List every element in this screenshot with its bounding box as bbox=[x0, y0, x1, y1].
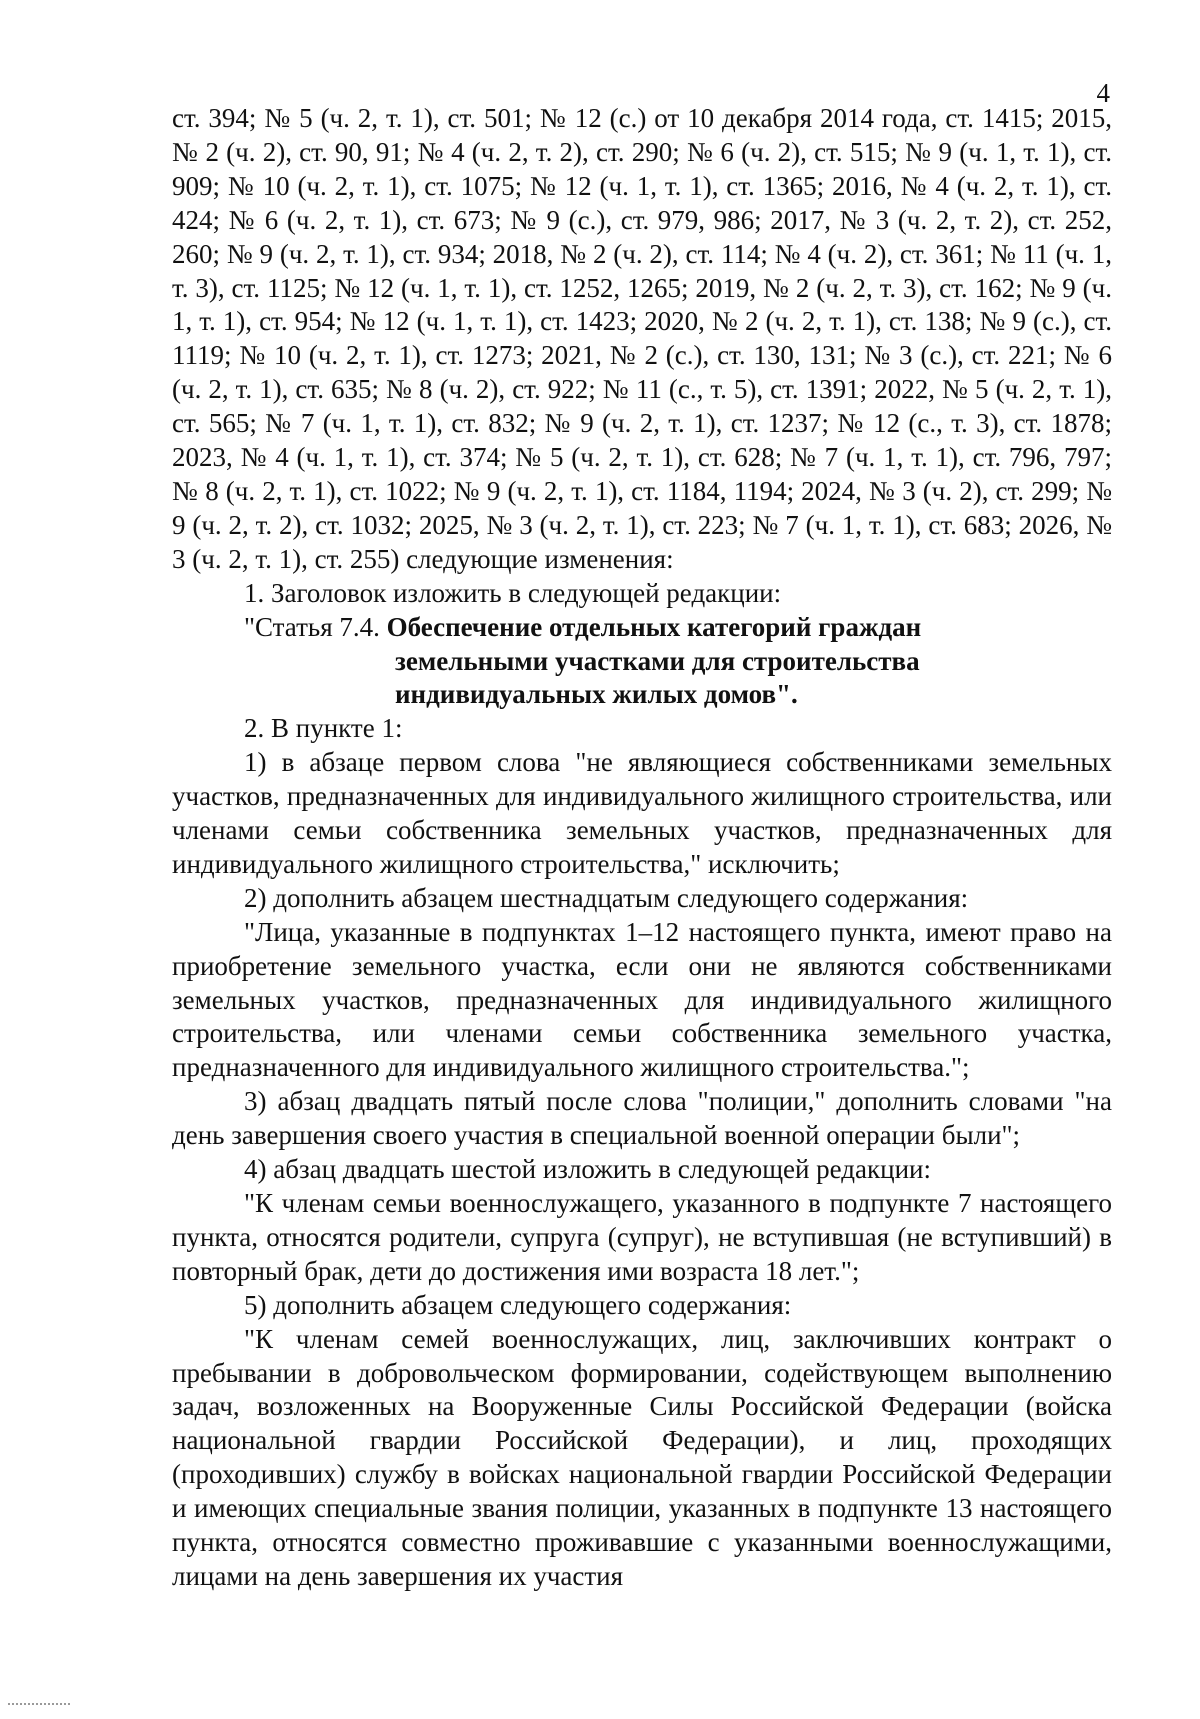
subitem-4: 4) абзац двадцать шестой изложить в следующей редакции: bbox=[244, 1154, 931, 1185]
subitem-3: 3) абзац двадцать пятый после слова "полиции," дополнить словами "на день завершения своего участия в специальной военной операции были"; bbox=[172, 1086, 1112, 1151]
subitem-2-quote: "Лица, указанные в подпунктах 1–12 настоящего пункта, имеют право на приобретение земельного участка, если они не являются собственниками земельных участков, предназначенных для индивидуального жилищного строительства, или членами семьи собственника земельного участка, предназначенного для индивидуального жилищного строительства."; bbox=[172, 916, 1112, 1083]
article-heading-prefix: "Статья 7.4. bbox=[244, 611, 387, 642]
article-heading-title-2: земельными участками для строительства bbox=[395, 645, 920, 676]
scan-artifact bbox=[8, 1703, 70, 1711]
article-heading-suffix: ". bbox=[776, 679, 798, 710]
subitem-4-quote: "К членам семьи военнослужащего, указанного в подпункте 7 настоящего пункта, относятся родители, супруга (супруг), не вступившая (не вступивший) в повторный брак, дети до достижения ими возраста 18 лет."; bbox=[172, 1188, 1112, 1286]
article-heading bbox=[172, 611, 1112, 713]
subitem-2: 2) дополнить абзацем шестнадцатым следующего содержания: bbox=[244, 882, 969, 913]
article-heading-line-3 bbox=[172, 678, 1112, 712]
subitem-5: 5) дополнить абзацем следующего содержания: bbox=[244, 1289, 792, 1320]
intro-paragraph: ст. 394; № 5 (ч. 2, т. 1), ст. 501; № 12 (с.) от 10 декабря 2014 года, ст. 1415; 2015, № 2 (ч. 2), ст. 90, 91; № 4 (ч. 2, т. 2), ст. 290; № 6 (ч. 2), ст. 515; № 9 (ч. 1, т. 1), ст. 909; № 10 (ч. 2, т. 1), ст. 1075; № 12 (ч. 1, т. 1), ст. 1365; 2016, № 4 (ч. 2, т. 1), ст. 424; № 6 (ч. 2, т. 1), ст. 673; № 9 (с.), ст. 979, 986; 2017, № 3 (ч. 2, т. 2), ст. 252, 260; № 9 (ч. 2, т. 1), ст. 934; 2018, № 2 (ч. 2), ст. 114; № 4 (ч. 2), ст. 361; № 11 (ч. 1, т. 3), ст. 1125; № 12 (ч. 1, т. 1), ст. 1252, 1265; 2019, № 2 (ч. 2, т. 3), ст. 162; № 9 (ч. 1, т. 1), ст. 954; № 12 (ч. 1, т. 1), ст. 1423; 2020, № 2 (ч. 2, т. 1), ст. 138; № 9 (с.), ст. 1119; № 10 (ч. 2, т. 1), ст. 1273; 2021, № 2 (с.), ст. 130, 131; № 3 (с.), ст. 221; № 6 (ч. 2, т. 1), ст. 635; № 8 (ч. 2), ст. 922; № 11 (с., т. 5), ст. 1391; 2022, № 5 (ч. 2, т. 1), ст. 565; № 7 (ч. 1, т. 1), ст. 832; № 9 (ч. 2, т. 1), ст. 1237; № 12 (с., т. 3), ст. 1878; 2023, № 4 (ч. 1, т. 1), ст. 374; № 5 (ч. 2, т. 1), ст. 628; № 7 (ч. 1, т. 1), ст. 796, 797; № 8 (ч. 2, т. 1), ст. 1022; № 9 (ч. 2, т. 1), ст. 1184, 1194; 2024, № 3 (ч. 2), ст. 299; № 9 (ч. 2, т. 2), ст. 1032; 2025, № 3 (ч. 2, т. 1), ст. 223; № 7 (ч. 1, т. 1), ст. 683; 2026, № 3 (ч. 2, т. 1), ст. 255) следующие изменения: bbox=[172, 103, 1112, 574]
article-heading-line-1 bbox=[172, 611, 1112, 645]
page-number: 4 bbox=[1096, 78, 1110, 108]
item-2: 2. В пункте 1: bbox=[244, 713, 403, 744]
article-heading-title-1: Обеспечение отдельных категорий граждан bbox=[386, 611, 922, 642]
article-heading-title-3: индивидуальных жилых домов bbox=[395, 679, 777, 710]
subitem-5-quote: "К членам семей военнослужащих, лиц, заключивших контракт о пребывании в добровольческом формировании, содействующем выполнению задач, возложенных на Вооруженные Силы Российской Федерации (войска национальной гвардии Российской Федерации), и лиц, проходящих (проходивших) службу в войсках национальной гвардии Российской Федерации и имеющих специальные звания полиции, указанных в подпункте 13 настоящего пункта, относятся совместно проживавшие с указанными военнослужащими, лицами на день завершения их участия bbox=[172, 1323, 1112, 1591]
subitem-1: 1) в абзаце первом слова "не являющиеся собственниками земельных участков, предназначенных для индивидуального жилищного строительства, или членами семьи собственника земельных участков, предназначенных для индивидуального жилищного строительства," исключить; bbox=[172, 747, 1112, 879]
document-body bbox=[172, 102, 1112, 1594]
item-1: 1. Заголовок изложить в следующей редакции: bbox=[244, 577, 782, 608]
